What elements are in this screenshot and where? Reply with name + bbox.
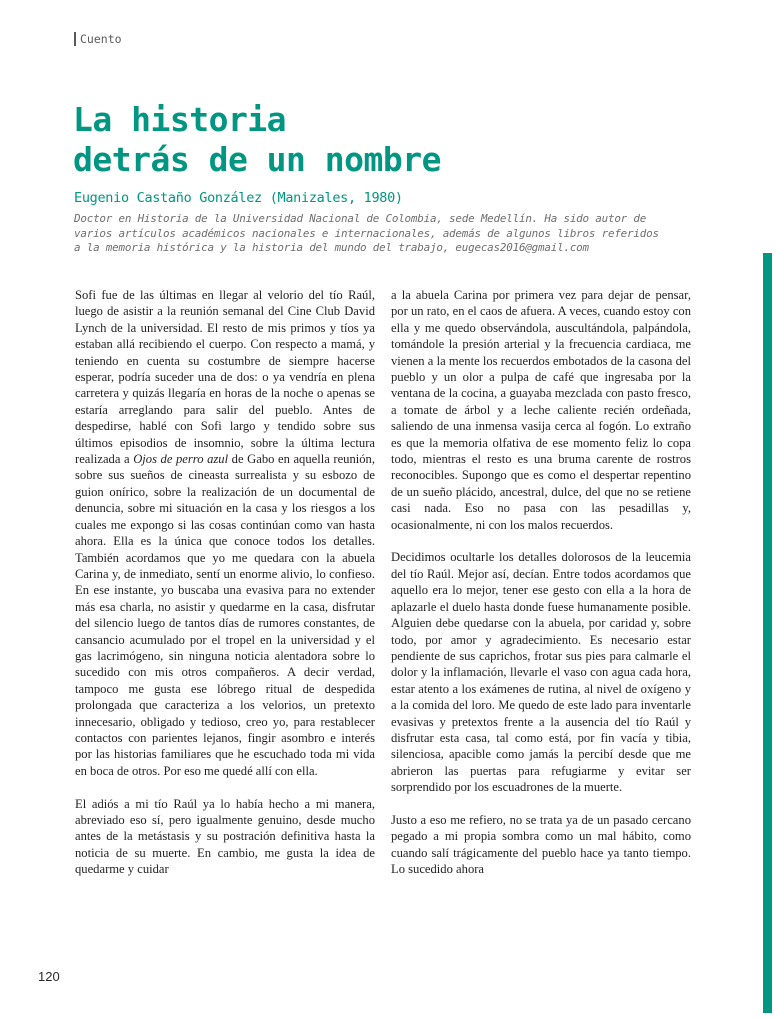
body-paragraph: Sofi fue de las últimas en llegar al velorio del tío Raúl, luego de asistir a la reunión semanal del Cine Club David Lynch de la universidad. El resto de mis primos y tíos ya estaban allá recibiendo el cuerpo. Con respecto a mamá, y teniendo en cuenta su costumbre de siempre hacerse esperar, podría suceder una de dos: o ya vendría en plena carretera y quizás llegaría en horas de la noche o apenas se estaría arreglando para salir del pueblo. Antes de despedirse, hablé con Sofi largo y tendido sobre sus últimos episodios de insomnio, sobre la última lectura realizada a Ojos de perro azul de Gabo en aquella reunión, sobre sus sueños de cineasta surrealista y su esbozo de guion onírico, sobre la realización de un documental de denuncia, sobre mi situación en la casa y los riesgos a los cuales me expongo si las cosas continúan como van hasta ahora. Ella es la única que conoce todos los detalles. También acordamos que yo me quedara con la abuela Carina y, de inmediato, sentí un enorme alivio, lo confieso. En ese instante, yo buscaba una evasiva para no extender más esa charla, no asistir y quedarme en la casa, disfrutar del silencio luego de tantos días de rumores constantes, de cansancio acumulado por el tropel en la universidad y el gas lacrimógeno, sin ninguna noticia alentadora sobre lo sucedido con mis otros compañeros. A decir verdad, tampoco me gusta ese lóbrego ritual de despedida prolongada que caracteriza a los velorios, un pretexto innecesario, obligado y tedioso, creo yo, para restablecer contactos con parientes lejanos, fingir asombro e interés por las historias familiares que he escuchado toda mi vida en boca de otros. Por eso me quedé allí con ella. [75, 288, 376, 778]
story-title-line-2: detrás de un nombre [73, 140, 441, 179]
story-title-line-1: La historia [73, 100, 287, 139]
story-title [73, 100, 441, 180]
body-paragraph: El adiós a mi tío Raúl ya lo había hecho a mi manera, abreviado eso sí, pero igualmente genuino, desde mucho antes de la metástasis y su postración definitiva hasta la noticia de su muerte. En cambio, me gusta la idea de quedarme y cuidar [75, 796, 375, 877]
author-bio: Doctor en Historia de la Universidad Nacional de Colombia, sede Medellín. Ha sido autor de varios artículos académicos nacionales e internacionales, además de algunos libros referidos a la memoria histórica y la historia del mundo del trabajo, eugecas2016@gmail.com [74, 212, 659, 255]
body-paragraph: a la abuela Carina por primera vez para dejar de pensar, por un rato, en el caos de afuera. A veces, cuando estoy con ella y me quedo observándola, auscultándola, palpándola, tomándole la presión arterial y la frecuencia cardiaca, me vienen a la mente los recuerdos embotados de la casona del pueblo y un olor a pulpa de café que ingresaba por la ventana de la cocina, a guayaba mezclada con pasto fresco, a tomate de árbol y a leche caliente recién ordeñada, saliendo de una inmensa vasija cerca al fogón. Lo extraño es que la memoria olfativa de ese momento feliz lo copa todo, mientras el resto es una bruma carente de rostros reconocibles. Supongo que es como el despertar repentino de un sueño plácido, ancestral, dulce, del que no se retiene casi nada. Eso no pasa con las pesadillas y, ocasionalmente, ni con los malos recuerdos. [391, 288, 691, 532]
author-byline: Eugenio Castaño González (Manizales, 1980) [74, 190, 403, 206]
page-number: 120 [38, 969, 60, 984]
body-paragraph: Decidimos ocultarle los detalles dolorosos de la leucemia del tío Raúl. Mejor así, decían. Entre todos acordamos que aquello era lo mejor, tener ese gesto con ella a la hora de aplazarle el duelo hasta donde fuese humanamente posible. Alguien debe quedarse con la abuela, por caridad y, sobre todo, por amor y agradecimiento. Es necesario estar pendiente de sus caprichos, frotar sus pies para calmarle el dolor y la inflamación, llevarle el vaso con agua cada hora, estar atento a los exámenes de rutina, al nivel de oxígeno y a la comida del loro. Me quedo de este lado para inventarle evasivas y pretextos frente a la ausencia del tío Raúl y disfrutar esta casa, tal como está, por fin vacía y tibia, silenciosa, apacible como jamás la percibí desde que me abrieron las puertas para refugiarme y evitar ser sorprendido por los escuadrones de la muerte. [391, 550, 691, 795]
page-edge-accent-bar [763, 253, 772, 1013]
section-label: Cuento [74, 32, 122, 46]
body-column-right [391, 287, 691, 878]
body-column-left [75, 287, 375, 878]
body-paragraph: Justo a eso me refiero, no se trata ya de un pasado cercano pegado a mi propia sombra como un mal hábito, como cuando salí trágicamente del pueblo hace ya tanto tiempo. Lo sucedido ahora [391, 812, 691, 877]
story-body [75, 287, 691, 878]
